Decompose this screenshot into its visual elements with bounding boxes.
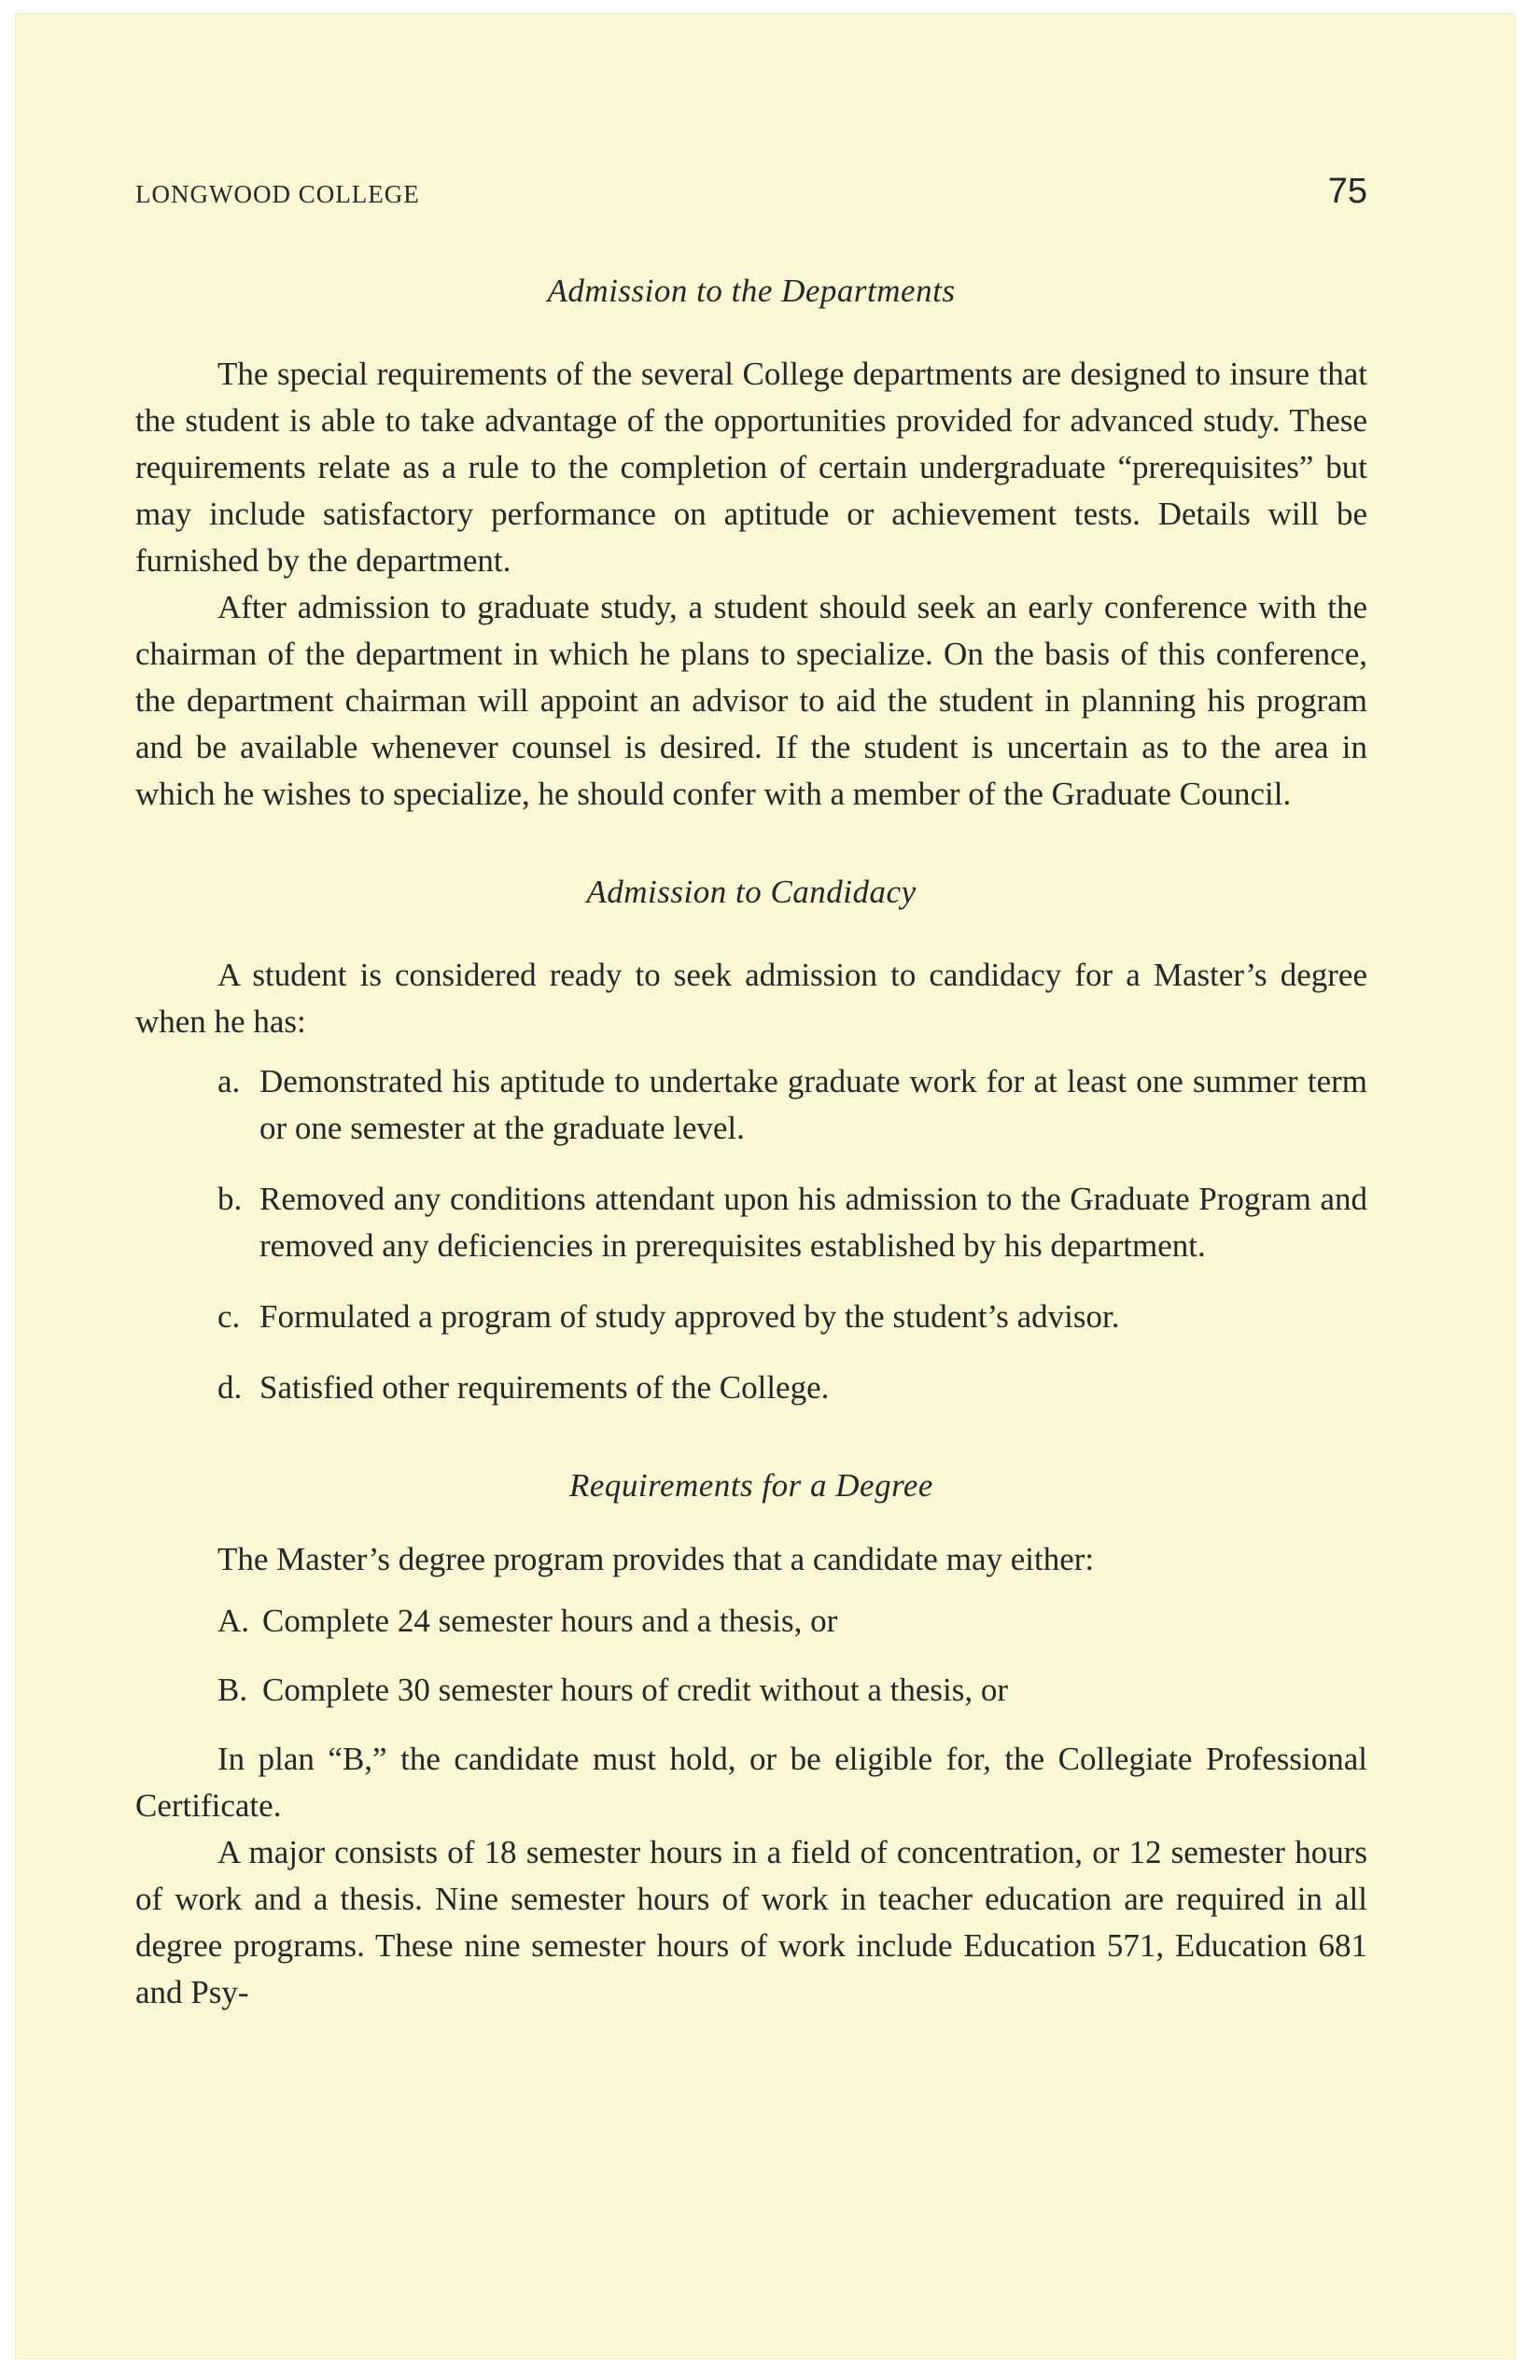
- list-marker: B.: [217, 1672, 248, 1708]
- running-head-title: LONGWOOD COLLEGE: [135, 180, 420, 208]
- list-text: Demonstrated his aptitude to undertake graduate work for at least one summer term or one semester at the graduate level.: [259, 1063, 1367, 1146]
- paragraph-degree-intro: The Master’s degree program provides that a candidate may either:: [217, 1541, 1095, 1577]
- degree-plans-list: [135, 1598, 1367, 1714]
- candidacy-list: [135, 1058, 1367, 1411]
- list-marker: b.: [217, 1181, 243, 1217]
- list-item: [217, 1294, 1367, 1340]
- list-text: Complete 24 semester hours and a thesis, or: [262, 1603, 838, 1639]
- list-marker: A.: [217, 1603, 250, 1639]
- heading-admission-departments: Admission to the Departments: [547, 273, 956, 309]
- page-number: 75: [1327, 172, 1367, 211]
- paragraph-departments-1: The special requirements of the several College departments are designed to insure that the student is able to take advantage of the opportunities provided for advanced study. These requirements relate as a rule to the completion of certain undergraduate “prerequisites” but may include satisfactory performance on aptitude or achievement tests. Details will be furnished by the department.: [135, 356, 1367, 579]
- list-marker: c.: [217, 1298, 241, 1335]
- paragraph-candidacy-intro: A student is considered ready to seek admission to candidacy for a Master’s degree when he has:: [135, 957, 1367, 1040]
- list-item: [217, 1176, 1367, 1269]
- list-item: [217, 1667, 1367, 1714]
- paragraph-departments-2: After admission to graduate study, a student should seek an early conference with the chairman of the department in which he plans to specialize. On the basis of this conference, the department chairman will appoint an advisor to aid the student in planning his program and be available whenever counsel is desired. If the student is uncertain as to the area in which he wishes to specialize, he should confer with a member of the Graduate Council.: [135, 589, 1367, 812]
- list-text: Formulated a program of study approved by the student’s advisor.: [259, 1298, 1120, 1335]
- heading-admission-candidacy: Admission to Candidacy: [586, 874, 917, 910]
- list-item: [217, 1365, 1367, 1411]
- running-head: [135, 172, 1367, 213]
- list-item: [217, 1598, 1367, 1645]
- page-content: [135, 172, 1367, 2016]
- heading-requirements-degree: Requirements for a Degree: [569, 1467, 933, 1504]
- page-sheet: [15, 13, 1516, 2359]
- list-item: [217, 1058, 1367, 1152]
- paragraph-plan-b: In plan “B,” the candidate must hold, or be eligible for, the Collegiate Professional Certificate.: [135, 1741, 1367, 1824]
- list-marker: d.: [217, 1369, 243, 1406]
- list-text: Complete 30 semester hours of credit without a thesis, or: [262, 1672, 1009, 1708]
- paragraph-major: A major consists of 18 semester hours in a field of concentration, or 12 semester hours of work and a thesis. Nine semester hours of work in teacher education are required in all degree programs. These nine semester hours of work include Education 571, Education 681 and Psy-: [135, 1834, 1367, 2010]
- list-marker: a.: [217, 1063, 241, 1099]
- list-text: Removed any conditions attendant upon his admission to the Graduate Program and removed any deficiencies in prerequisites established by his department.: [259, 1181, 1367, 1264]
- list-text: Satisfied other requirements of the College.: [259, 1369, 830, 1406]
